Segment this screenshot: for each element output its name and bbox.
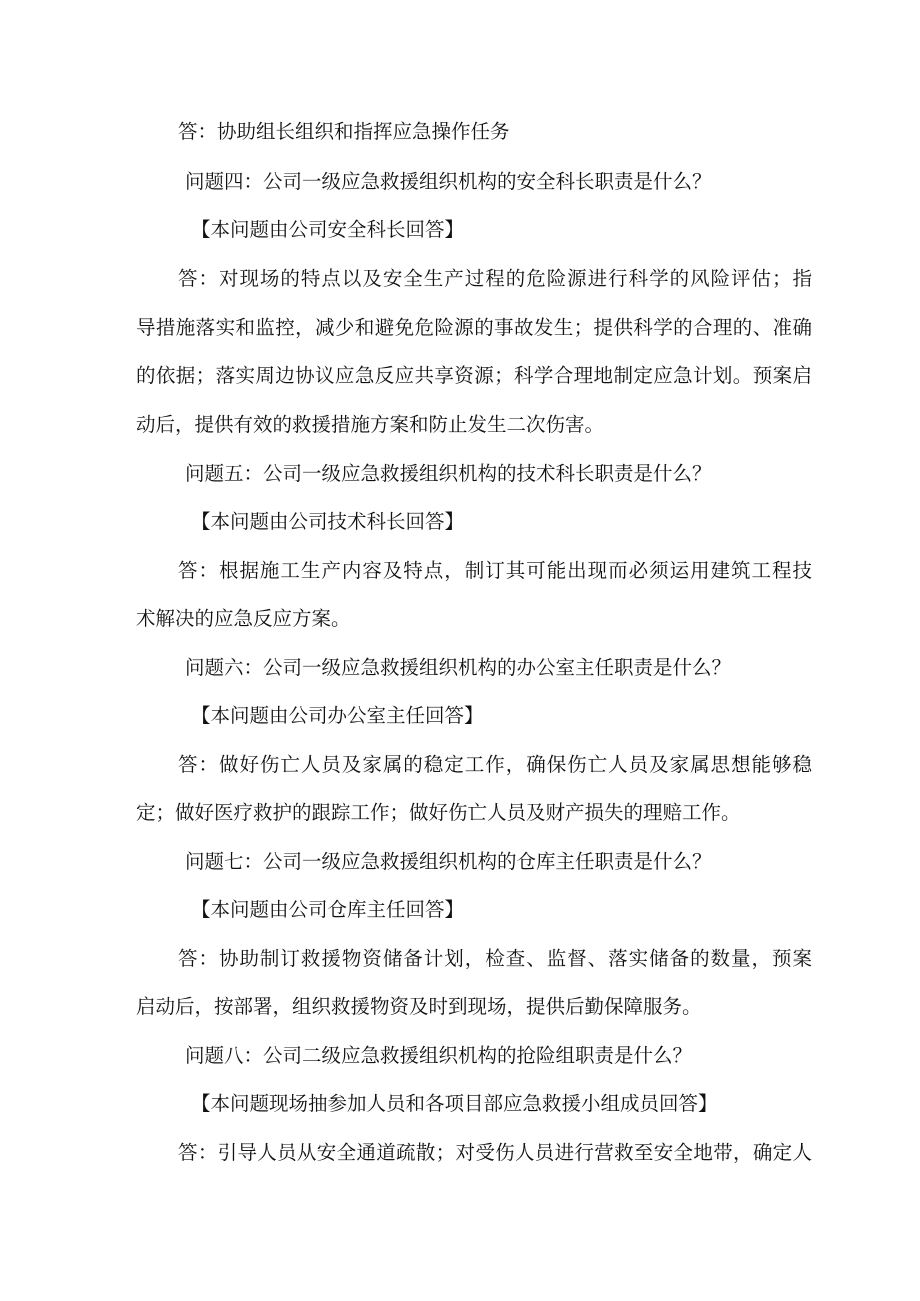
answer-line: 的依据；落实周边协议应急反应共享资源；科学合理地制定应急计划。预案启 [136,364,812,387]
responder-note: 【本问题由公司安全科长回答】 [191,218,465,241]
question-heading: 问题四：公司一级应急救援组织机构的安全科长职责是什么？ [185,170,712,193]
question-heading: 问题六：公司一级应急救援组织机构的办公室主任职责是什么？ [185,656,732,679]
answer-line: 答：根据施工生产内容及特点，制订其可能出现而必须运用建筑工程技 [178,559,812,582]
answer-line: 启动后，按部署，组织救援物资及时到现场，提供后勤保障服务。 [136,995,702,1018]
responder-note: 【本问题由公司仓库主任回答】 [191,898,465,921]
answer-line: 定；做好医疗救护的跟踪工作；做好伤亡人员及财产损失的理赔工作。 [136,801,741,824]
question-heading: 问题八：公司二级应急救援组织机构的抢险组职责是什么？ [185,1044,693,1067]
responder-note: 【本问题现场抽参加人员和各项目部应急救援小组成员回答】 [191,1092,718,1115]
answer-line: 术解决的应急反应方案。 [136,607,351,630]
answer-line: 动后，提供有效的救援措施方案和防止发生二次伤害。 [136,413,605,436]
responder-note: 【本问题由公司办公室主任回答】 [191,704,484,727]
answer-line: 导措施落实和监控，减少和避免危险源的事故发生；提供科学的合理的、准确 [136,316,812,339]
answer-line: 答：做好伤亡人员及家属的稳定工作，确保伤亡人员及家属思想能够稳 [178,753,812,776]
answer-line: 答：协助制订救援物资储备计划，检查、监督、落实储备的数量，预案 [178,947,812,970]
question-heading: 问题七：公司一级应急救援组织机构的仓库主任职责是什么？ [185,850,712,873]
responder-note: 【本问题由公司技术科长回答】 [191,510,465,533]
answer-line: 答：对现场的特点以及安全生产过程的危险源进行科学的风险评估；指 [178,267,812,290]
answer-line: 答：协助组长组织和指挥应急操作任务 [178,120,510,143]
answer-line: 答：引导人员从安全通道疏散；对受伤人员进行营救至安全地带，确定人 [178,1141,812,1164]
question-heading: 问题五：公司一级应急救援组织机构的技术科长职责是什么？ [185,462,712,485]
